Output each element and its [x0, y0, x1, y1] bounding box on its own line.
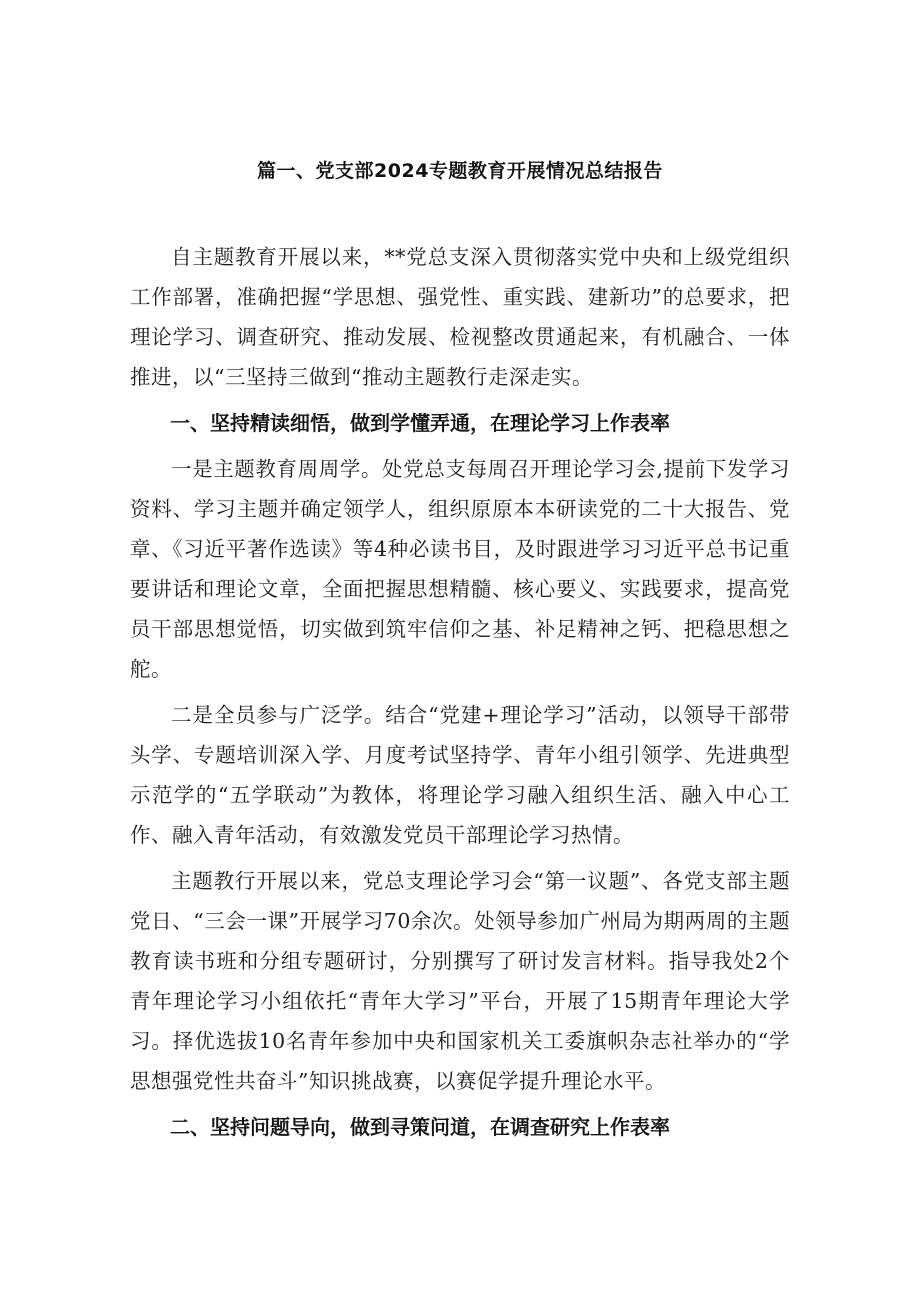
section-1-paragraph-3: 主题教行开展以来，党总支理论学习会“第一议题”、各党支部主题党日、“三会一课”开展学习70余次。处领导参加广州局为期两周的主题教育读书班和分组专题研讨，分别撰写了研讨发言材料。指导我处2个青年理论学习小组依托“青年大学习”平台，开展了15期青年理论大学习。择优选拔10名青年参加中央和国家机关工委旗帜杂志社举办的“学思想强党性共奋斗”知识挑战赛，以赛促学提升理论水平。: [130, 869, 790, 1093]
section-1-paragraph-1: 一是主题教育周周学。处党总支每周召开理论学习会,提前下发学习资料、学习主题并确定领学人，组织原原本本研读党的二十大报告、党章、《习近平著作选读》等4种必读书目，及时跟进学习习近平总书记重要讲话和理论文章，全面把握思想精髓、核心要义、实践要求，提高党员干部思想觉悟，切实做到筑牢信仰之基、补足精神之钙、把稳思想之舵。: [130, 457, 790, 681]
section-2-heading: 二、坚持问题导向，做到寻策问道，在调查研究上作表率: [170, 1115, 670, 1139]
document-title: 篇一、党支部2024专题教育开展情况总结报告: [257, 160, 663, 182]
document-body: [130, 237, 790, 1147]
section-1-paragraph-2: 二是全员参与广泛学。结合“党建+理论学习”活动，以领导干部带头学、专题培训深入学、月度考试坚持学、青年小组引领学、先进典型示范学的“五学联动”为教体，将理论学习融入组织生活、融入中心工作、融入青年活动，有效激发党员干部理论学习热情。: [130, 703, 790, 847]
intro-paragraph: 自主题教育开展以来，**党总支深入贯彻落实党中央和上级党组织工作部署，准确把握“学思想、强党性、重实践、建新功”的总要求，把理论学习、调查研究、推动发展、检视整改贯通起来，有机融合、一体推进，以“三坚持三做到“推动主题教行走深走实。: [130, 245, 790, 389]
section-1-heading: 一、坚持精读细悟，做到学懂弄通，在理论学习上作表率: [170, 411, 670, 435]
